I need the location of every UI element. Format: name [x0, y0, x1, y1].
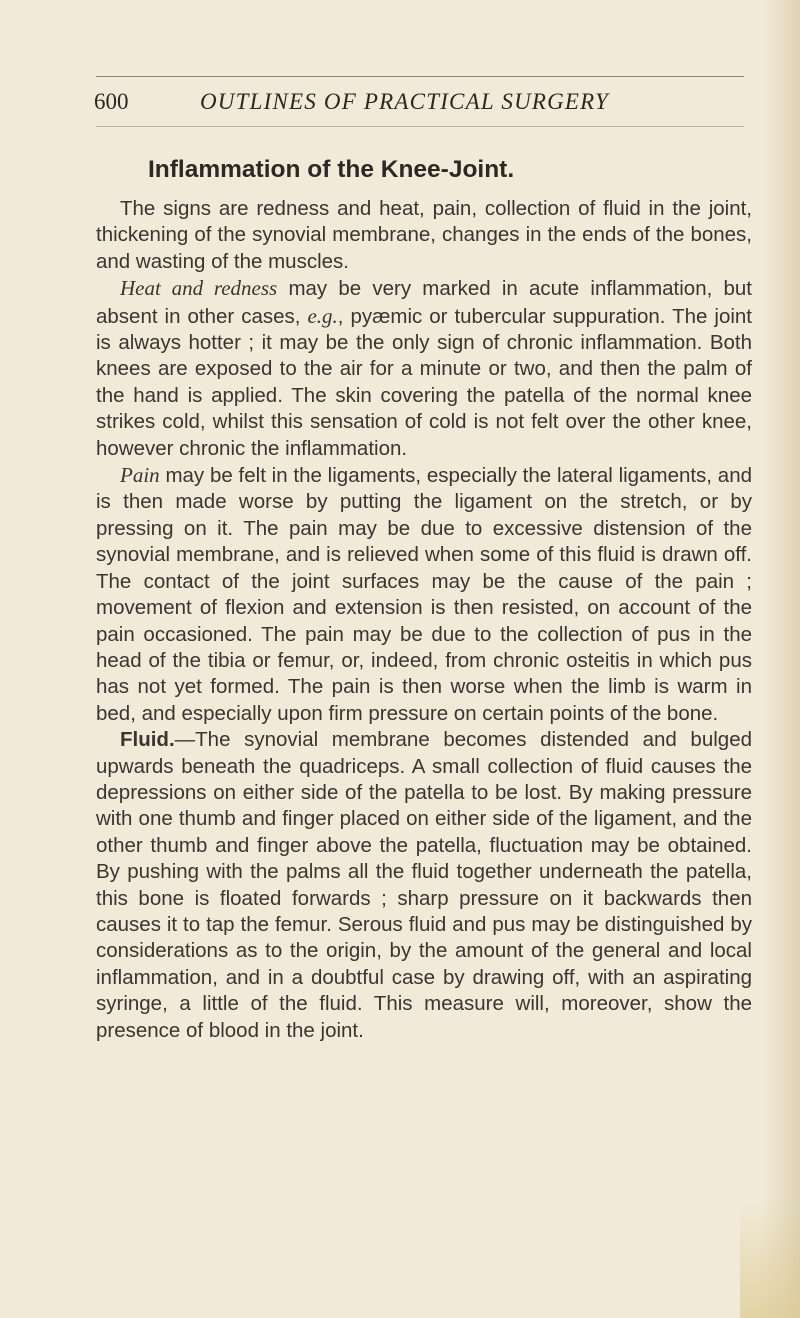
paragraph-text: may be felt in the ligaments, especially the lateral ligaments, and is then made worse by putting the ligament on the stretch, or by pressing on it. The pain may be due to excessive distension of the synovial membrane, and is relieved when some of this fluid is drawn off. The contact of the joint surfaces may be the cause of the pain ; movement of flexion and extension is then resisted, on account of the pain occasioned. The pain may be due to the collection of pus in the head of the tibia or femur, or, indeed, from chronic osteitis in which pus has not yet formed. The pain is then worse when the limb is warm in bed, and especially upon firm pressure on certain points of the bone. [96, 464, 752, 725]
running-title: OUTLINES OF PRACTICAL SURGERY [200, 89, 610, 114]
paragraph-lead: Heat and redness [120, 276, 278, 301]
paragraph-fluid [96, 727, 752, 1044]
header-rule-bottom [96, 126, 744, 127]
running-head [94, 88, 754, 116]
paragraph-signs [96, 196, 752, 275]
paragraph-pain [96, 462, 752, 727]
paragraph-abbrev: e.g. [307, 303, 338, 328]
section-title: Inflammation of the Knee-Joint. [148, 156, 515, 183]
paragraph-text: The signs are redness and heat, pain, collection of fluid in the joint, thickening of the synovial membrane, changes in the ends of the bones, and wasting of the muscles. [96, 197, 752, 273]
paragraph-lead: Fluid. [120, 728, 175, 752]
body-text [96, 196, 752, 1044]
header-rule [96, 76, 744, 77]
page-number: 600 [94, 89, 129, 114]
paragraph-text: , pyæmic or tubercular suppuration. The joint is always hotter ; it may be the only sign of chronic inflammation. Both knees are exposed to the air for a minute or two, and then the palm of the hand is applied. The skin covering the patella of the normal knee strikes cold, whilst this sensation of cold is not felt over the other knee, however chronic the inflammation. [96, 304, 752, 460]
paragraph-text: may be very marked in acute inflammation, but absent in other cases, [96, 277, 752, 328]
paragraph-heat-redness [96, 275, 752, 462]
page-edge-shadow [762, 0, 800, 1318]
paragraph-lead: Pain [120, 463, 160, 488]
page-corner-stain [740, 1198, 800, 1318]
paragraph-text: —The synovial membrane becomes distended and bulged upwards beneath the quadriceps. A small collection of fluid causes the depressions on either side of the patella to be lost. By making pressure with one thumb and finger placed on either side of the ligament, and the other thumb and finger above the patella, fluctuation may be obtained. By pushing with the palms all the fluid together underneath the patella, this bone is floated forwards ; sharp pressure on it backwards then causes it to tap the femur. Serous fluid and pus may be distinguished by considerations as to the origin, by the amount of the general and local inflammation, and in a doubtful case by drawing off, with an aspirating syringe, a little of the fluid. This measure will, moreover, show the presence of blood in the joint. [96, 728, 752, 1042]
